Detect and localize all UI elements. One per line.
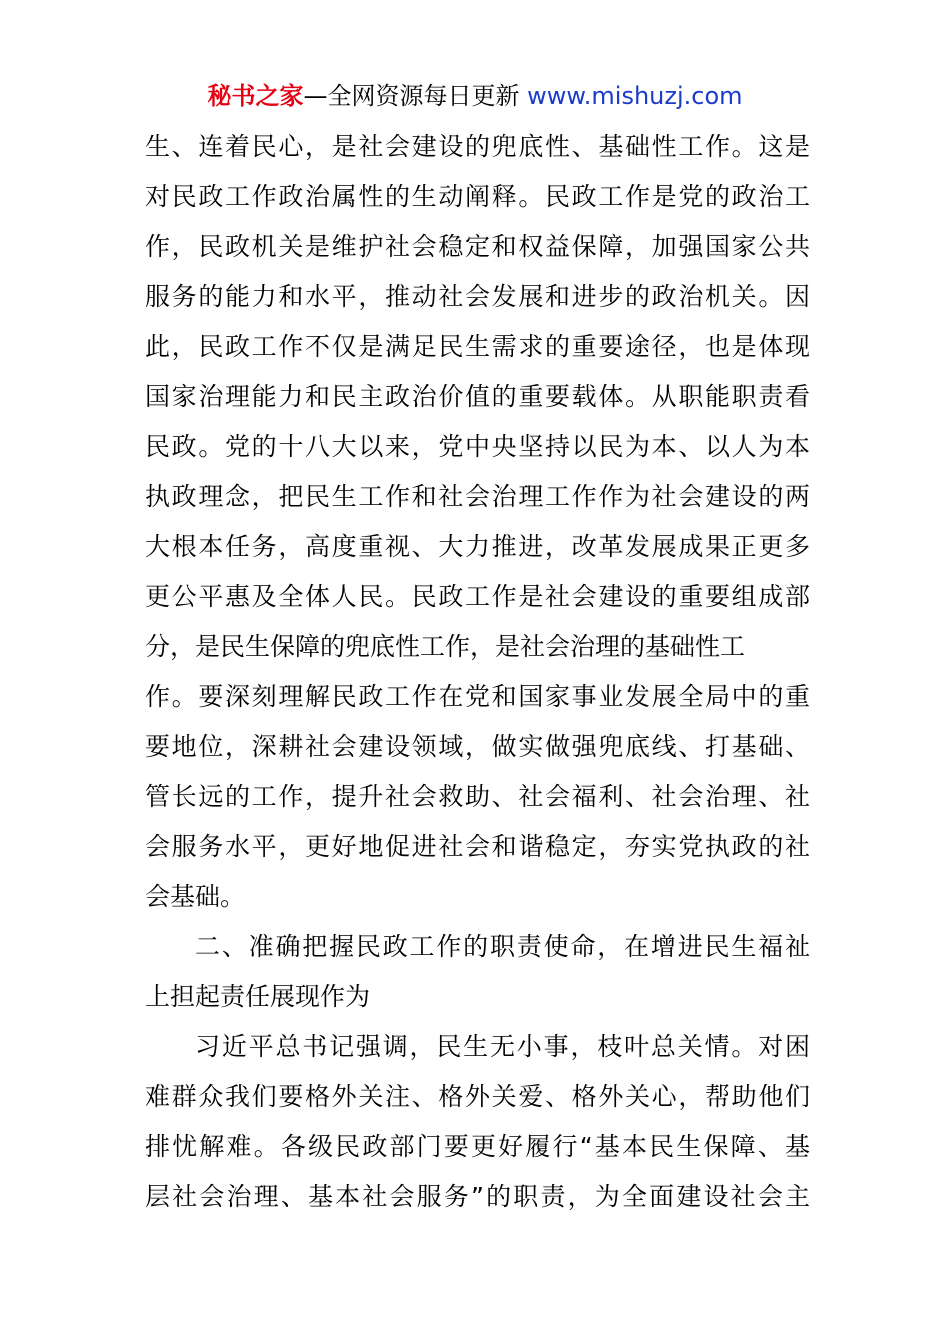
site-tagline: —全网资源每日更新 — [303, 82, 520, 110]
document-body — [145, 122, 810, 1222]
text-line: 排忧解难。各级民政部门要更好履行“基本民生保障、基 — [145, 1132, 810, 1161]
text-line: 对民政工作政治属性的生动阐释。民政工作是党的政治工 — [145, 182, 810, 211]
text-line: 要地位，深耕社会建设领域，做实做强兜底线、打基础、 — [145, 732, 810, 761]
text-line: 会基础。 — [145, 882, 246, 911]
site-brand: 秘书之家 — [207, 82, 304, 110]
text-line: 习近平总书记强调，民生无小事，枝叶总关情。对困 — [195, 1032, 810, 1061]
section-heading-line: 二、准确把握民政工作的职责使命，在增进民生福祉 — [195, 932, 810, 961]
text-line: 难群众我们要格外关注、格外关爱、格外关心，帮助他们 — [145, 1082, 810, 1111]
text-line: 会服务水平，更好地促进社会和谐稳定，夯实党执政的社 — [145, 832, 810, 861]
text-line: 生、连着民心，是社会建设的兜底性、基础性工作。这是 — [145, 132, 810, 161]
site-url-link[interactable]: www.mishuzj.com — [527, 82, 743, 110]
text-line: 分，是民生保障的兜底性工作，是社会治理的基础性工 — [145, 632, 746, 661]
text-line: 更公平惠及全体人民。民政工作是社会建设的重要组成部 — [145, 582, 810, 611]
text-line: 大根本任务，高度重视、大力推进，改革发展成果正更多 — [145, 532, 810, 561]
site-header — [0, 78, 950, 114]
section-heading-line: 上担起责任展现作为 — [145, 982, 371, 1011]
text-line: 管长远的工作，提升社会救助、社会福利、社会治理、社 — [145, 782, 810, 811]
text-line: 国家治理能力和民主政治价值的重要载体。从职能职责看 — [145, 382, 810, 411]
text-line: 执政理念，把民生工作和社会治理工作作为社会建设的两 — [145, 482, 810, 511]
text-line: 民政。党的十八大以来，党中央坚持以民为本、以人为本 — [145, 432, 810, 461]
text-line: 层社会治理、基本社会服务”的职责，为全面建设社会主 — [145, 1182, 810, 1211]
text-line: 服务的能力和水平，推动社会发展和进步的政治机关。因 — [145, 282, 810, 311]
text-line: 此，民政工作不仅是满足民生需求的重要途径，也是体现 — [145, 332, 810, 361]
text-line: 作。要深刻理解民政工作在党和国家事业发展全局中的重 — [145, 682, 810, 711]
text-line: 作，民政机关是维护社会稳定和权益保障，加强国家公共 — [145, 232, 810, 261]
